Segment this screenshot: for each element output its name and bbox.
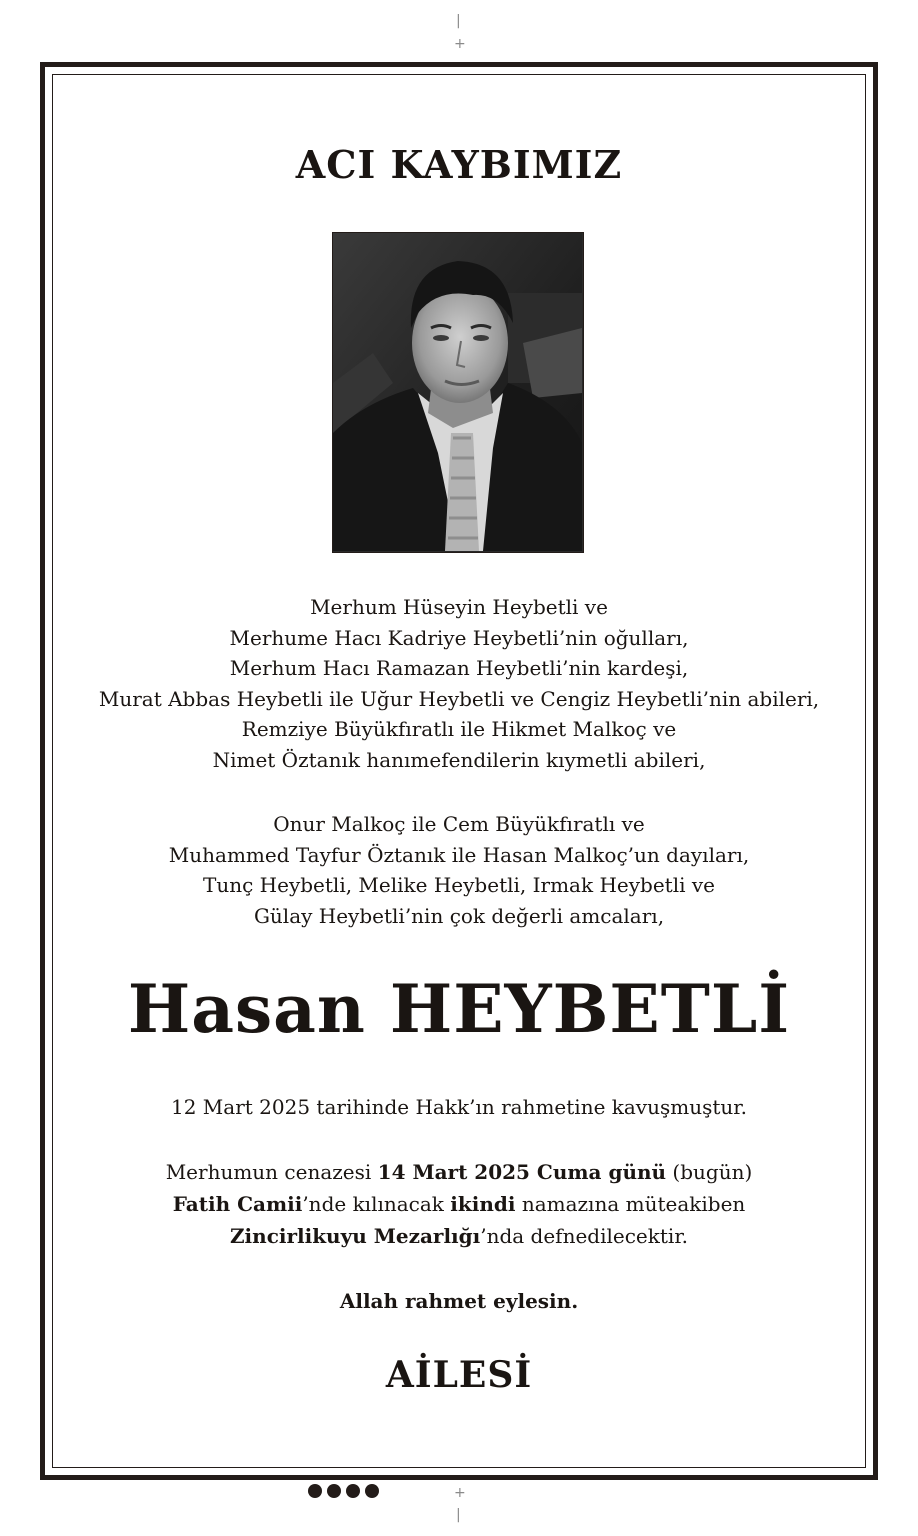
family-paragraph-1 <box>52 592 866 775</box>
text-line: Muhammed Tayfur Öztanık ile Hasan Malkoç’un dayıları, <box>168 842 750 867</box>
deceased-name: Hasan HEYBETLİ <box>127 970 791 1048</box>
headline: ACI KAYBIMIZ <box>295 142 623 187</box>
text-span: (bugün) <box>666 1160 753 1184</box>
cemetery-name: Zincirlikuyu Mezarlığı <box>229 1224 481 1248</box>
text-line: Gülay Heybetli’nin çok değerli amcaları, <box>253 903 665 928</box>
funeral-line-1 <box>52 1156 866 1188</box>
text-line: Onur Malkoç ile Cem Büyükfıratlı ve <box>273 812 645 836</box>
family-paragraph-2 <box>52 809 866 931</box>
text-line: Tunç Heybetli, Melike Heybetli, Irmak Heybetli ve <box>203 873 715 897</box>
text-span: namazına müteakiben <box>515 1192 746 1216</box>
text-span: ’nda defnedilecektir. <box>480 1224 689 1248</box>
decorative-dots <box>308 1484 379 1498</box>
funeral-line-2 <box>52 1188 866 1220</box>
crop-mark-top-plus: + <box>454 36 466 52</box>
funeral-date: 14 Mart 2025 Cuma günü <box>377 1160 667 1184</box>
prayer-time: ikindi <box>450 1192 516 1216</box>
dot-icon <box>327 1484 341 1498</box>
portrait-photo <box>332 232 584 553</box>
text-line: Remziye Büyükfıratlı ile Hikmet Malkoç ve <box>241 717 677 741</box>
text-line: Merhum Hüseyin Heybetli ve <box>310 595 608 619</box>
prayer-line: Allah rahmet eylesin. <box>339 1289 579 1313</box>
text-line: Nimet Öztanık hanımefendilerin kıymetli abileri, <box>212 747 706 772</box>
crop-mark-bottom-plus: + <box>454 1485 466 1501</box>
signature: AİLESİ <box>385 1354 533 1396</box>
text-span: Merhumun cenazesi <box>165 1160 378 1184</box>
dot-icon <box>365 1484 379 1498</box>
portrait-icon <box>333 233 582 551</box>
funeral-line-3 <box>52 1220 866 1252</box>
dot-icon <box>308 1484 322 1498</box>
dot-icon <box>346 1484 360 1498</box>
crop-mark-top-line: | <box>456 13 461 29</box>
text-line: Merhume Hacı Kadriye Heybetli’nin oğulları, <box>229 625 689 650</box>
death-statement: 12 Mart 2025 tarihinde Hakk’ın rahmetine kavuşmuştur. <box>171 1095 747 1119</box>
mosque-name: Fatih Camii <box>172 1192 303 1216</box>
text-span: ’nde kılınacak <box>302 1192 451 1216</box>
text-line: Murat Abbas Heybetli ile Uğur Heybetli ve Cengiz Heybetli’nin abileri, <box>98 686 820 711</box>
crop-mark-bottom-line: | <box>456 1507 461 1523</box>
funeral-details <box>52 1156 866 1252</box>
text-line: Merhum Hacı Ramazan Heybetli’nin kardeşi, <box>229 656 689 680</box>
